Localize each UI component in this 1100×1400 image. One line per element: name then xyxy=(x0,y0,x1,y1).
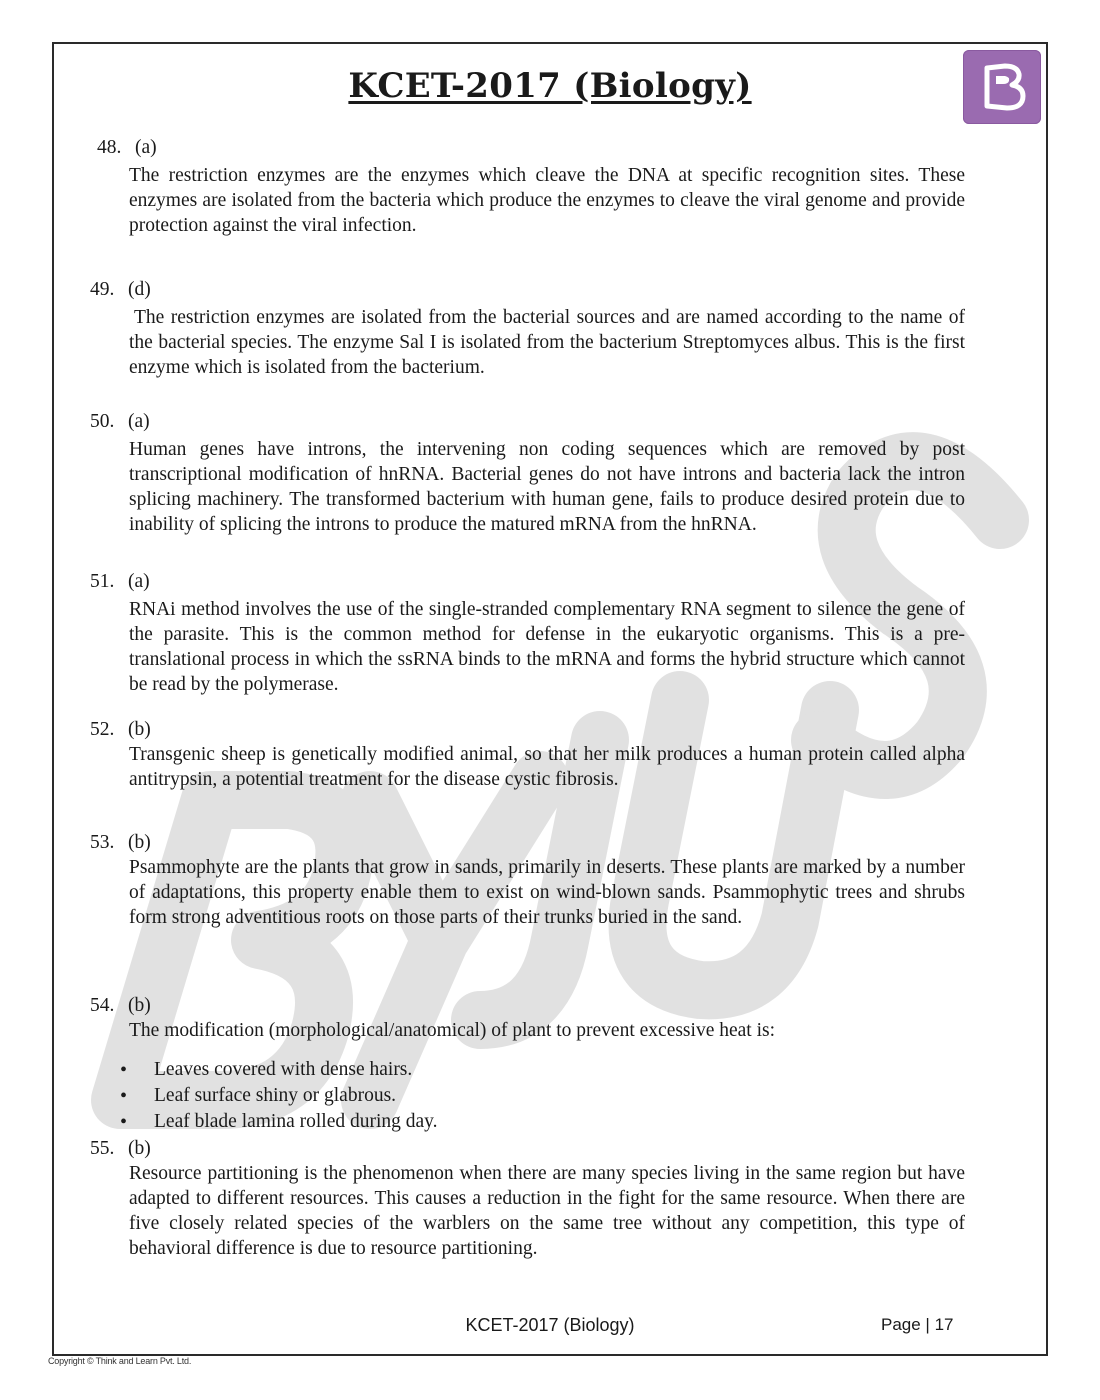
question-53 xyxy=(90,830,965,930)
byjus-logo xyxy=(963,50,1041,124)
footer-title: KCET-2017 (Biology) xyxy=(465,1315,635,1335)
question-51 xyxy=(90,569,965,697)
answer-explanation: Human genes have introns, the intervening non coding sequences which are removed by post transcriptional modification of hnRNA. Bacterial genes do not have introns and bacteria lack the intron splicing machinery. The transformed bacterium with human gene, fails to produce desired protein due to inability of splicing the introns to produce the matured mRNA from the hnRNA. xyxy=(129,439,965,535)
answer-explanation: RNAi method involves the use of the single-stranded complementary RNA segment to silence the gene of the parasite. This is the common method for defense in the eukaryotic organisms. This is a pre-translational process in which the ssRNA binds to the mRNA and forms the hybrid structure which cannot be read by the polymerase. xyxy=(129,599,965,695)
question-50 xyxy=(90,409,965,537)
question-number: 48. xyxy=(97,137,122,158)
question-number: 53. xyxy=(90,832,115,853)
question-number: 49. xyxy=(90,279,115,300)
answer-option: (b) xyxy=(128,995,151,1016)
answer-explanation: Psammophyte are the plants that grow in sands, primarily in deserts. These plants are marked by a number of adaptations, this property enable them to exist on wind-blown sands. Psammophytic trees and shrubs form strong adventitious roots on those parts of their trunks buried in the sand. xyxy=(129,857,965,928)
answer-option: (b) xyxy=(128,832,151,853)
answer-option: (b) xyxy=(128,1138,151,1159)
question-number: 55. xyxy=(90,1138,115,1159)
answer-option: (a) xyxy=(128,571,150,592)
answer-explanation: The restriction enzymes are isolated from the bacterial sources and are named according to the name of the bacterial species. The enzyme Sal I is isolated from the bacterium Streptomyces albus. This is the first enzyme which is isolated from the bacterium. xyxy=(129,307,965,378)
bullet-list xyxy=(90,1057,965,1135)
answer-explanation: Transgenic sheep is genetically modified animal, so that her milk produces a human protein called alpha antitrypsin, a potential treatment for the disease cystic fibrosis. xyxy=(129,744,965,790)
page-number: Page | 17 xyxy=(881,1315,954,1334)
answer-option: (b) xyxy=(128,719,151,740)
question-55 xyxy=(90,1136,965,1261)
question-54 xyxy=(90,993,965,1135)
page-title: KCET-2017 (Biology) xyxy=(348,66,752,106)
answer-explanation: The modification (morphological/anatomical) of plant to prevent excessive heat is: xyxy=(129,1020,775,1041)
question-52 xyxy=(90,717,965,792)
answer-option: (a) xyxy=(128,411,150,432)
question-number: 51. xyxy=(90,571,115,592)
question-49 xyxy=(90,277,965,380)
question-number: 54. xyxy=(90,995,115,1016)
list-item: • Leaf surface shiny or glabrous. xyxy=(154,1083,965,1109)
question-number: 50. xyxy=(90,411,115,432)
list-item: • Leaves covered with dense hairs. xyxy=(154,1057,965,1083)
byjus-b-icon xyxy=(963,50,1041,124)
answer-explanation: The restriction enzymes are the enzymes which cleave the DNA at specific recognition sites. These enzymes are isolated from the bacteria which produce the enzymes to cleave the viral genome and provide protection against the viral infection. xyxy=(129,165,965,236)
answer-option: (a) xyxy=(135,137,157,158)
list-item: • Leaf blade lamina rolled during day. xyxy=(154,1109,965,1135)
answer-explanation: Resource partitioning is the phenomenon when there are many species living in the same region but have adapted to different resources. This causes a reduction in the fight for the same resource. When there are five closely related species of the warblers on the same tree without any competition, this type of behavioral difference is due to resource partitioning. xyxy=(129,1163,965,1259)
question-number: 52. xyxy=(90,719,115,740)
copyright-notice: Copyright © Think and Learn Pvt. Ltd. xyxy=(48,1356,192,1366)
answer-option: (d) xyxy=(128,279,151,300)
question-48 xyxy=(90,135,965,238)
